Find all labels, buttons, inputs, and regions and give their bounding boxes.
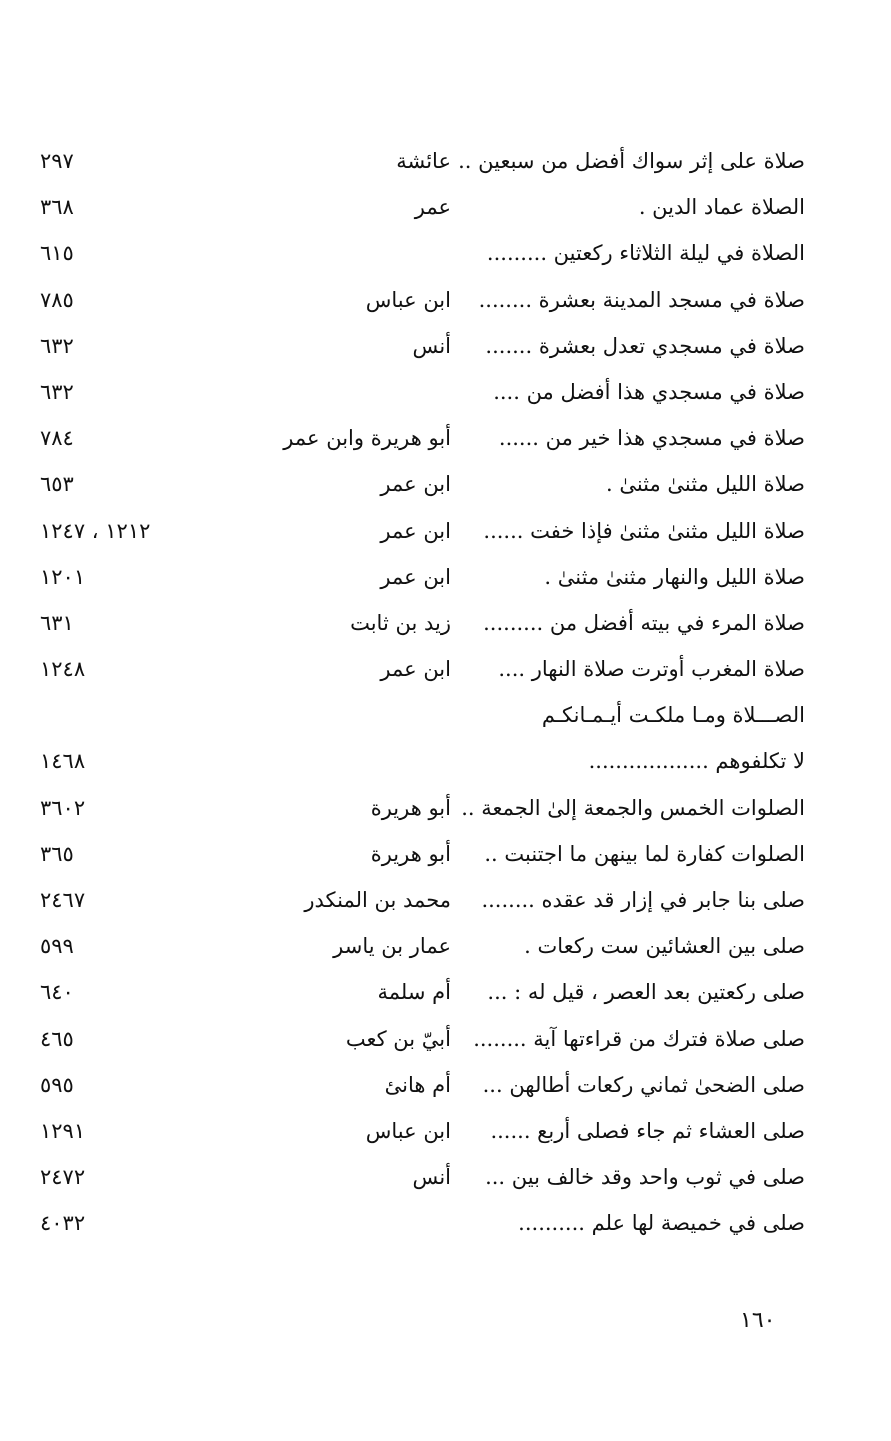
hadith-text: صلاة الليل مثنىٰ مثنىٰ فإذا خفت ...... [483,518,805,543]
index-row [0,232,891,278]
hadith-text: صلى العشاء ثم جاء فصلى أربع ...... [490,1118,805,1143]
hadith-number: ٦٤٠ [40,980,74,1005]
narrator-name: محمد بن المنكدر [304,888,451,912]
hadith-number: ٤٦٥ [40,1026,74,1051]
hadith-number: ٣٦٥ [40,841,74,866]
index-row [0,140,891,186]
index-row [0,740,891,786]
page-number: ١٦٠ [740,1308,776,1333]
index-row [0,510,891,556]
narrator-name: عائشة [396,149,451,173]
narrator-name: أم هانئ [384,1072,451,1097]
hadith-number: ٦٣٢ [40,333,74,358]
index-row [0,787,891,833]
hadith-number: ١٢١٢ ، ١٢٤٧ [40,518,151,543]
index-row [0,417,891,463]
hadith-text: الصلاة عماد الدين . [638,195,805,220]
hadith-number: ٥٩٥ [40,1072,74,1097]
hadith-text: صلى ركعتين بعد العصر ، قيل له : ... [487,980,805,1005]
index-row [0,279,891,325]
hadith-text: صلاة على إثر سواك أفضل من سبعين .. [458,149,805,173]
narrator-name: أبو هريرة [370,841,451,866]
hadith-text: صلاة الليل مثنىٰ مثنىٰ . [605,472,805,497]
index-row [0,371,891,417]
narrator-name: عمر [414,195,451,220]
hadith-text: صلى بين العشائين ست ركعات . [524,934,805,959]
hadith-number: ٧٨٥ [40,287,74,312]
hadith-number: ٦٣٢ [40,379,74,404]
narrator-name: زيد بن ثابت [350,610,451,635]
hadith-number: ٧٨٤ [40,426,74,451]
index-row [0,1202,891,1248]
hadith-number: ١٢٠١ [40,564,86,589]
index-row [0,1110,891,1156]
index-row [0,925,891,971]
hadith-number: ٥٩٩ [40,934,74,959]
index-row [0,833,891,879]
narrator-name: أبو هريرة [370,795,451,820]
hadith-number: ٦٣١ [40,610,74,635]
narrator-name: عمار بن ياسر [333,934,451,959]
hadith-number: ٢٤٧٢ [40,1165,86,1190]
index-row [0,1064,891,1110]
index-row [0,556,891,602]
hadith-number: ٣٦٨ [40,195,74,220]
hadith-text: الصلاة في ليلة الثلاثاء ركعتين ......... [486,241,805,266]
narrator-name: أنس [412,1165,451,1190]
hadith-text: صلاة الليل والنهار مثنىٰ مثنىٰ . [544,564,805,589]
hadith-text: صلاة المرء في بيته أفضل من ......... [483,610,805,635]
hadith-text: صلاة في مسجدي هذا خير من ...... [498,426,805,451]
hadith-number: ٦٥٣ [40,472,74,497]
hadith-text: الصلوات كفارة لما بينهن ما اجتنبت .. [484,841,805,866]
hadith-number: ٢٤٦٧ [40,888,86,912]
narrator-name: أبو هريرة وابن عمر [283,426,451,451]
hadith-text: صلاة المغرب أوترت صلاة النهار .... [498,657,805,682]
hadith-number: ٤٠٣٢ [40,1211,86,1236]
hadith-number: ٣٦٠٢ [40,795,86,820]
index-row [0,879,891,925]
index-row [0,602,891,648]
index-row [0,1018,891,1064]
hadith-text: صلى صلاة فترك من قراءتها آية ........ [473,1026,805,1051]
hadith-text: صلى في ثوب واحد وقد خالف بين ... [485,1165,805,1190]
hadith-index-table [0,140,891,1249]
hadith-text: صلى بنا جابر في إزار قد عقده ........ [481,888,805,912]
narrator-name: أم سلمة [377,980,451,1005]
hadith-number: ١٤٦٨ [40,749,86,774]
hadith-number: ٦١٥ [40,241,74,266]
hadith-text: صلاة في مسجدي تعدل بعشرة ....... [485,333,805,358]
hadith-number: ٢٩٧ [40,149,74,173]
hadith-text: صلاة في مسجد المدينة بعشرة ........ [478,287,805,312]
hadith-number: ١٢٩١ [40,1118,86,1143]
narrator-name: أنس [412,333,451,358]
hadith-text: صلى الضحىٰ ثماني ركعات أطالهن ... [482,1072,805,1097]
narrator-name: ابن عمر [380,564,451,589]
index-row [0,648,891,694]
hadith-number: ١٢٤٨ [40,657,86,682]
narrator-name: ابن عمر [380,472,451,497]
hadith-text: لا تكلفوهم .................. [588,749,805,774]
hadith-text: صلى في خميصة لها علم .......... [518,1211,805,1236]
hadith-text: صلاة في مسجدي هذا أفضل من .... [493,379,805,404]
index-row [0,694,891,740]
index-row [0,186,891,232]
narrator-name: أبيّ بن كعب [345,1026,451,1051]
index-row [0,463,891,509]
narrator-name: ابن عباس [365,287,451,312]
narrator-name: ابن عباس [365,1118,451,1143]
hadith-text: الصـــلاة ومـا ملكـت أيـمـانكـم [541,703,805,728]
index-row [0,1156,891,1202]
index-row [0,971,891,1017]
narrator-name: ابن عمر [380,518,451,543]
hadith-text: الصلوات الخمس والجمعة إلىٰ الجمعة .. [461,795,805,820]
index-row [0,325,891,371]
narrator-name: ابن عمر [380,657,451,682]
